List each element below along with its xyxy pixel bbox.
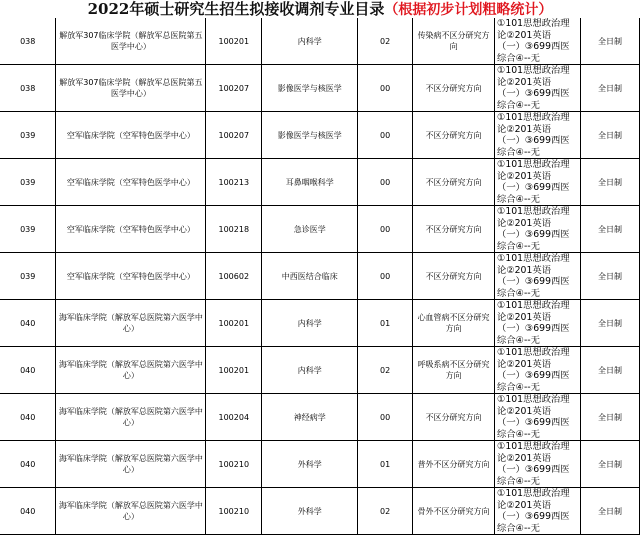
school-name-cell: 海军临床学院（解放军总医院第六医学中心） bbox=[56, 488, 206, 535]
exam-line: 综合④--无 bbox=[497, 428, 540, 440]
direction-code-cell: 01 bbox=[358, 300, 413, 347]
exam-line: ①101思想政治理 bbox=[497, 441, 570, 452]
study-mode-cell: 全日制 bbox=[581, 488, 640, 535]
direction-name-cell: 骨外不区分研究方向 bbox=[413, 488, 495, 535]
exam-line: （一）③699西医 bbox=[497, 370, 570, 381]
direction-name-cell: 不区分研究方向 bbox=[413, 394, 495, 441]
school-code-cell: 040 bbox=[0, 347, 56, 394]
major-name-cell: 外科学 bbox=[262, 441, 358, 488]
table-row bbox=[0, 394, 640, 441]
major-name-cell: 内科学 bbox=[262, 347, 358, 394]
exam-line: （一）③699西医 bbox=[497, 182, 570, 193]
exam-line: （一）③699西医 bbox=[497, 511, 570, 522]
study-mode-cell: 全日制 bbox=[581, 206, 640, 253]
study-mode-cell: 全日制 bbox=[581, 394, 640, 441]
table-row bbox=[0, 488, 640, 535]
school-name-cell: 海军临床学院（解放军总医院第六医学中心） bbox=[56, 347, 206, 394]
direction-name-cell: 心血管病不区分研究方向 bbox=[413, 300, 495, 347]
direction-name-cell: 呼吸系病不区分研究方向 bbox=[413, 347, 495, 394]
exam-line: （一）③699西医 bbox=[497, 135, 570, 146]
exam-line: 论②201英语 bbox=[497, 123, 551, 135]
exam-subjects-cell bbox=[495, 394, 581, 441]
exam-line: （一）③699西医 bbox=[497, 417, 570, 428]
major-code-cell: 100201 bbox=[206, 347, 262, 394]
direction-name-cell: 不区分研究方向 bbox=[413, 253, 495, 300]
exam-subjects-cell bbox=[495, 347, 581, 394]
exam-line: 综合④--无 bbox=[497, 334, 540, 346]
exam-line: 论②201英语 bbox=[497, 170, 551, 182]
table-row bbox=[0, 347, 640, 394]
school-code-cell: 039 bbox=[0, 206, 56, 253]
direction-name-cell: 不区分研究方向 bbox=[413, 65, 495, 112]
major-code-cell: 100210 bbox=[206, 488, 262, 535]
school-code-cell: 040 bbox=[0, 394, 56, 441]
major-name-cell: 影像医学与核医学 bbox=[262, 65, 358, 112]
exam-line: 综合④--无 bbox=[497, 193, 540, 205]
school-code-cell: 039 bbox=[0, 159, 56, 206]
exam-line: 综合④--无 bbox=[497, 475, 540, 487]
exam-line: 论②201英语 bbox=[497, 358, 551, 370]
major-code-cell: 100602 bbox=[206, 253, 262, 300]
major-code-cell: 100210 bbox=[206, 441, 262, 488]
major-name-cell: 耳鼻咽喉科学 bbox=[262, 159, 358, 206]
study-mode-cell: 全日制 bbox=[581, 347, 640, 394]
major-name-cell: 内科学 bbox=[262, 300, 358, 347]
exam-line: ①101思想政治理 bbox=[497, 300, 570, 311]
major-code-cell: 100201 bbox=[206, 18, 262, 65]
direction-name-cell: 不区分研究方向 bbox=[413, 112, 495, 159]
direction-name-cell: 普外不区分研究方向 bbox=[413, 441, 495, 488]
direction-code-cell: 02 bbox=[358, 488, 413, 535]
table-row bbox=[0, 206, 640, 253]
school-name-cell: 解放军307临床学院（解放军总医院第五医学中心） bbox=[56, 18, 206, 65]
direction-code-cell: 02 bbox=[358, 18, 413, 65]
school-name-cell: 解放军307临床学院（解放军总医院第五医学中心） bbox=[56, 65, 206, 112]
exam-line: 论②201英语 bbox=[497, 311, 551, 323]
exam-line: 综合④--无 bbox=[497, 240, 540, 252]
major-code-cell: 100204 bbox=[206, 394, 262, 441]
major-code-cell: 100218 bbox=[206, 206, 262, 253]
exam-line: 论②201英语 bbox=[497, 452, 551, 464]
school-name-cell: 海军临床学院（解放军总医院第六医学中心） bbox=[56, 441, 206, 488]
study-mode-cell: 全日制 bbox=[581, 441, 640, 488]
direction-code-cell: 01 bbox=[358, 441, 413, 488]
exam-line: 综合④--无 bbox=[497, 381, 540, 393]
exam-line: ①101思想政治理 bbox=[497, 159, 570, 170]
exam-line: 综合④--无 bbox=[497, 522, 540, 534]
title-note: （根据初步计划粗略统计） bbox=[384, 2, 553, 18]
direction-code-cell: 00 bbox=[358, 65, 413, 112]
exam-line: 论②201英语 bbox=[497, 217, 551, 229]
exam-line: ①101思想政治理 bbox=[497, 488, 570, 499]
exam-line: 综合④--无 bbox=[497, 99, 540, 111]
exam-line: 综合④--无 bbox=[497, 146, 540, 158]
page-title bbox=[0, 0, 640, 18]
exam-line: （一）③699西医 bbox=[497, 88, 570, 99]
table-row bbox=[0, 159, 640, 206]
exam-line: （一）③699西医 bbox=[497, 276, 570, 287]
exam-line: （一）③699西医 bbox=[497, 229, 570, 240]
school-name-cell: 海军临床学院（解放军总医院第六医学中心） bbox=[56, 394, 206, 441]
exam-line: 论②201英语 bbox=[497, 264, 551, 276]
exam-subjects-cell bbox=[495, 65, 581, 112]
major-name-cell: 外科学 bbox=[262, 488, 358, 535]
major-code-cell: 100207 bbox=[206, 112, 262, 159]
study-mode-cell: 全日制 bbox=[581, 159, 640, 206]
direction-code-cell: 02 bbox=[358, 347, 413, 394]
exam-subjects-cell bbox=[495, 488, 581, 535]
major-code-cell: 100201 bbox=[206, 300, 262, 347]
title-main: 2022年硕士研究生招生拟接收调剂专业目录 bbox=[87, 0, 385, 18]
table-row bbox=[0, 18, 640, 65]
exam-line: 论②201英语 bbox=[497, 499, 551, 511]
table-row bbox=[0, 300, 640, 347]
exam-subjects-cell bbox=[495, 18, 581, 65]
exam-line: 论②201英语 bbox=[497, 405, 551, 417]
direction-code-cell: 00 bbox=[358, 159, 413, 206]
study-mode-cell: 全日制 bbox=[581, 112, 640, 159]
exam-line: ①101思想政治理 bbox=[497, 112, 570, 123]
exam-subjects-cell bbox=[495, 253, 581, 300]
exam-line: 综合④--无 bbox=[497, 287, 540, 299]
exam-line: （一）③699西医 bbox=[497, 41, 570, 52]
table-row bbox=[0, 112, 640, 159]
direction-code-cell: 00 bbox=[358, 394, 413, 441]
table-row bbox=[0, 65, 640, 112]
school-code-cell: 039 bbox=[0, 112, 56, 159]
school-code-cell: 040 bbox=[0, 441, 56, 488]
school-name-cell: 空军临床学院（空军特色医学中心） bbox=[56, 253, 206, 300]
school-name-cell: 空军临床学院（空军特色医学中心） bbox=[56, 112, 206, 159]
major-name-cell: 急诊医学 bbox=[262, 206, 358, 253]
school-code-cell: 038 bbox=[0, 65, 56, 112]
school-code-cell: 039 bbox=[0, 253, 56, 300]
major-name-cell: 影像医学与核医学 bbox=[262, 112, 358, 159]
exam-subjects-cell bbox=[495, 300, 581, 347]
major-name-cell: 内科学 bbox=[262, 18, 358, 65]
exam-subjects-cell bbox=[495, 441, 581, 488]
exam-line: 论②201英语 bbox=[497, 76, 551, 88]
school-name-cell: 空军临床学院（空军特色医学中心） bbox=[56, 159, 206, 206]
exam-line: ①101思想政治理 bbox=[497, 253, 570, 264]
table-row bbox=[0, 441, 640, 488]
direction-name-cell: 传染病不区分研究方向 bbox=[413, 18, 495, 65]
school-name-cell: 海军临床学院（解放军总医院第六医学中心） bbox=[56, 300, 206, 347]
direction-name-cell: 不区分研究方向 bbox=[413, 206, 495, 253]
exam-line: ①101思想政治理 bbox=[497, 206, 570, 217]
direction-code-cell: 00 bbox=[358, 112, 413, 159]
exam-line: （一）③699西医 bbox=[497, 464, 570, 475]
program-table bbox=[0, 18, 640, 535]
major-name-cell: 中西医结合临床 bbox=[262, 253, 358, 300]
major-code-cell: 100207 bbox=[206, 65, 262, 112]
study-mode-cell: 全日制 bbox=[581, 253, 640, 300]
direction-name-cell: 不区分研究方向 bbox=[413, 159, 495, 206]
study-mode-cell: 全日制 bbox=[581, 18, 640, 65]
exam-subjects-cell bbox=[495, 159, 581, 206]
table-row bbox=[0, 253, 640, 300]
school-name-cell: 空军临床学院（空军特色医学中心） bbox=[56, 206, 206, 253]
exam-line: ①101思想政治理 bbox=[497, 65, 570, 76]
table-body bbox=[0, 18, 640, 535]
school-code-cell: 040 bbox=[0, 300, 56, 347]
study-mode-cell: 全日制 bbox=[581, 300, 640, 347]
exam-line: ①101思想政治理 bbox=[497, 347, 570, 358]
major-code-cell: 100213 bbox=[206, 159, 262, 206]
exam-line: ①101思想政治理 bbox=[497, 18, 570, 29]
school-code-cell: 038 bbox=[0, 18, 56, 65]
major-name-cell: 神经病学 bbox=[262, 394, 358, 441]
exam-subjects-cell bbox=[495, 112, 581, 159]
exam-line: 论②201英语 bbox=[497, 29, 551, 41]
exam-line: 综合④--无 bbox=[497, 52, 540, 64]
exam-subjects-cell bbox=[495, 206, 581, 253]
study-mode-cell: 全日制 bbox=[581, 65, 640, 112]
direction-code-cell: 00 bbox=[358, 206, 413, 253]
exam-line: ①101思想政治理 bbox=[497, 394, 570, 405]
direction-code-cell: 00 bbox=[358, 253, 413, 300]
exam-line: （一）③699西医 bbox=[497, 323, 570, 334]
school-code-cell: 040 bbox=[0, 488, 56, 535]
